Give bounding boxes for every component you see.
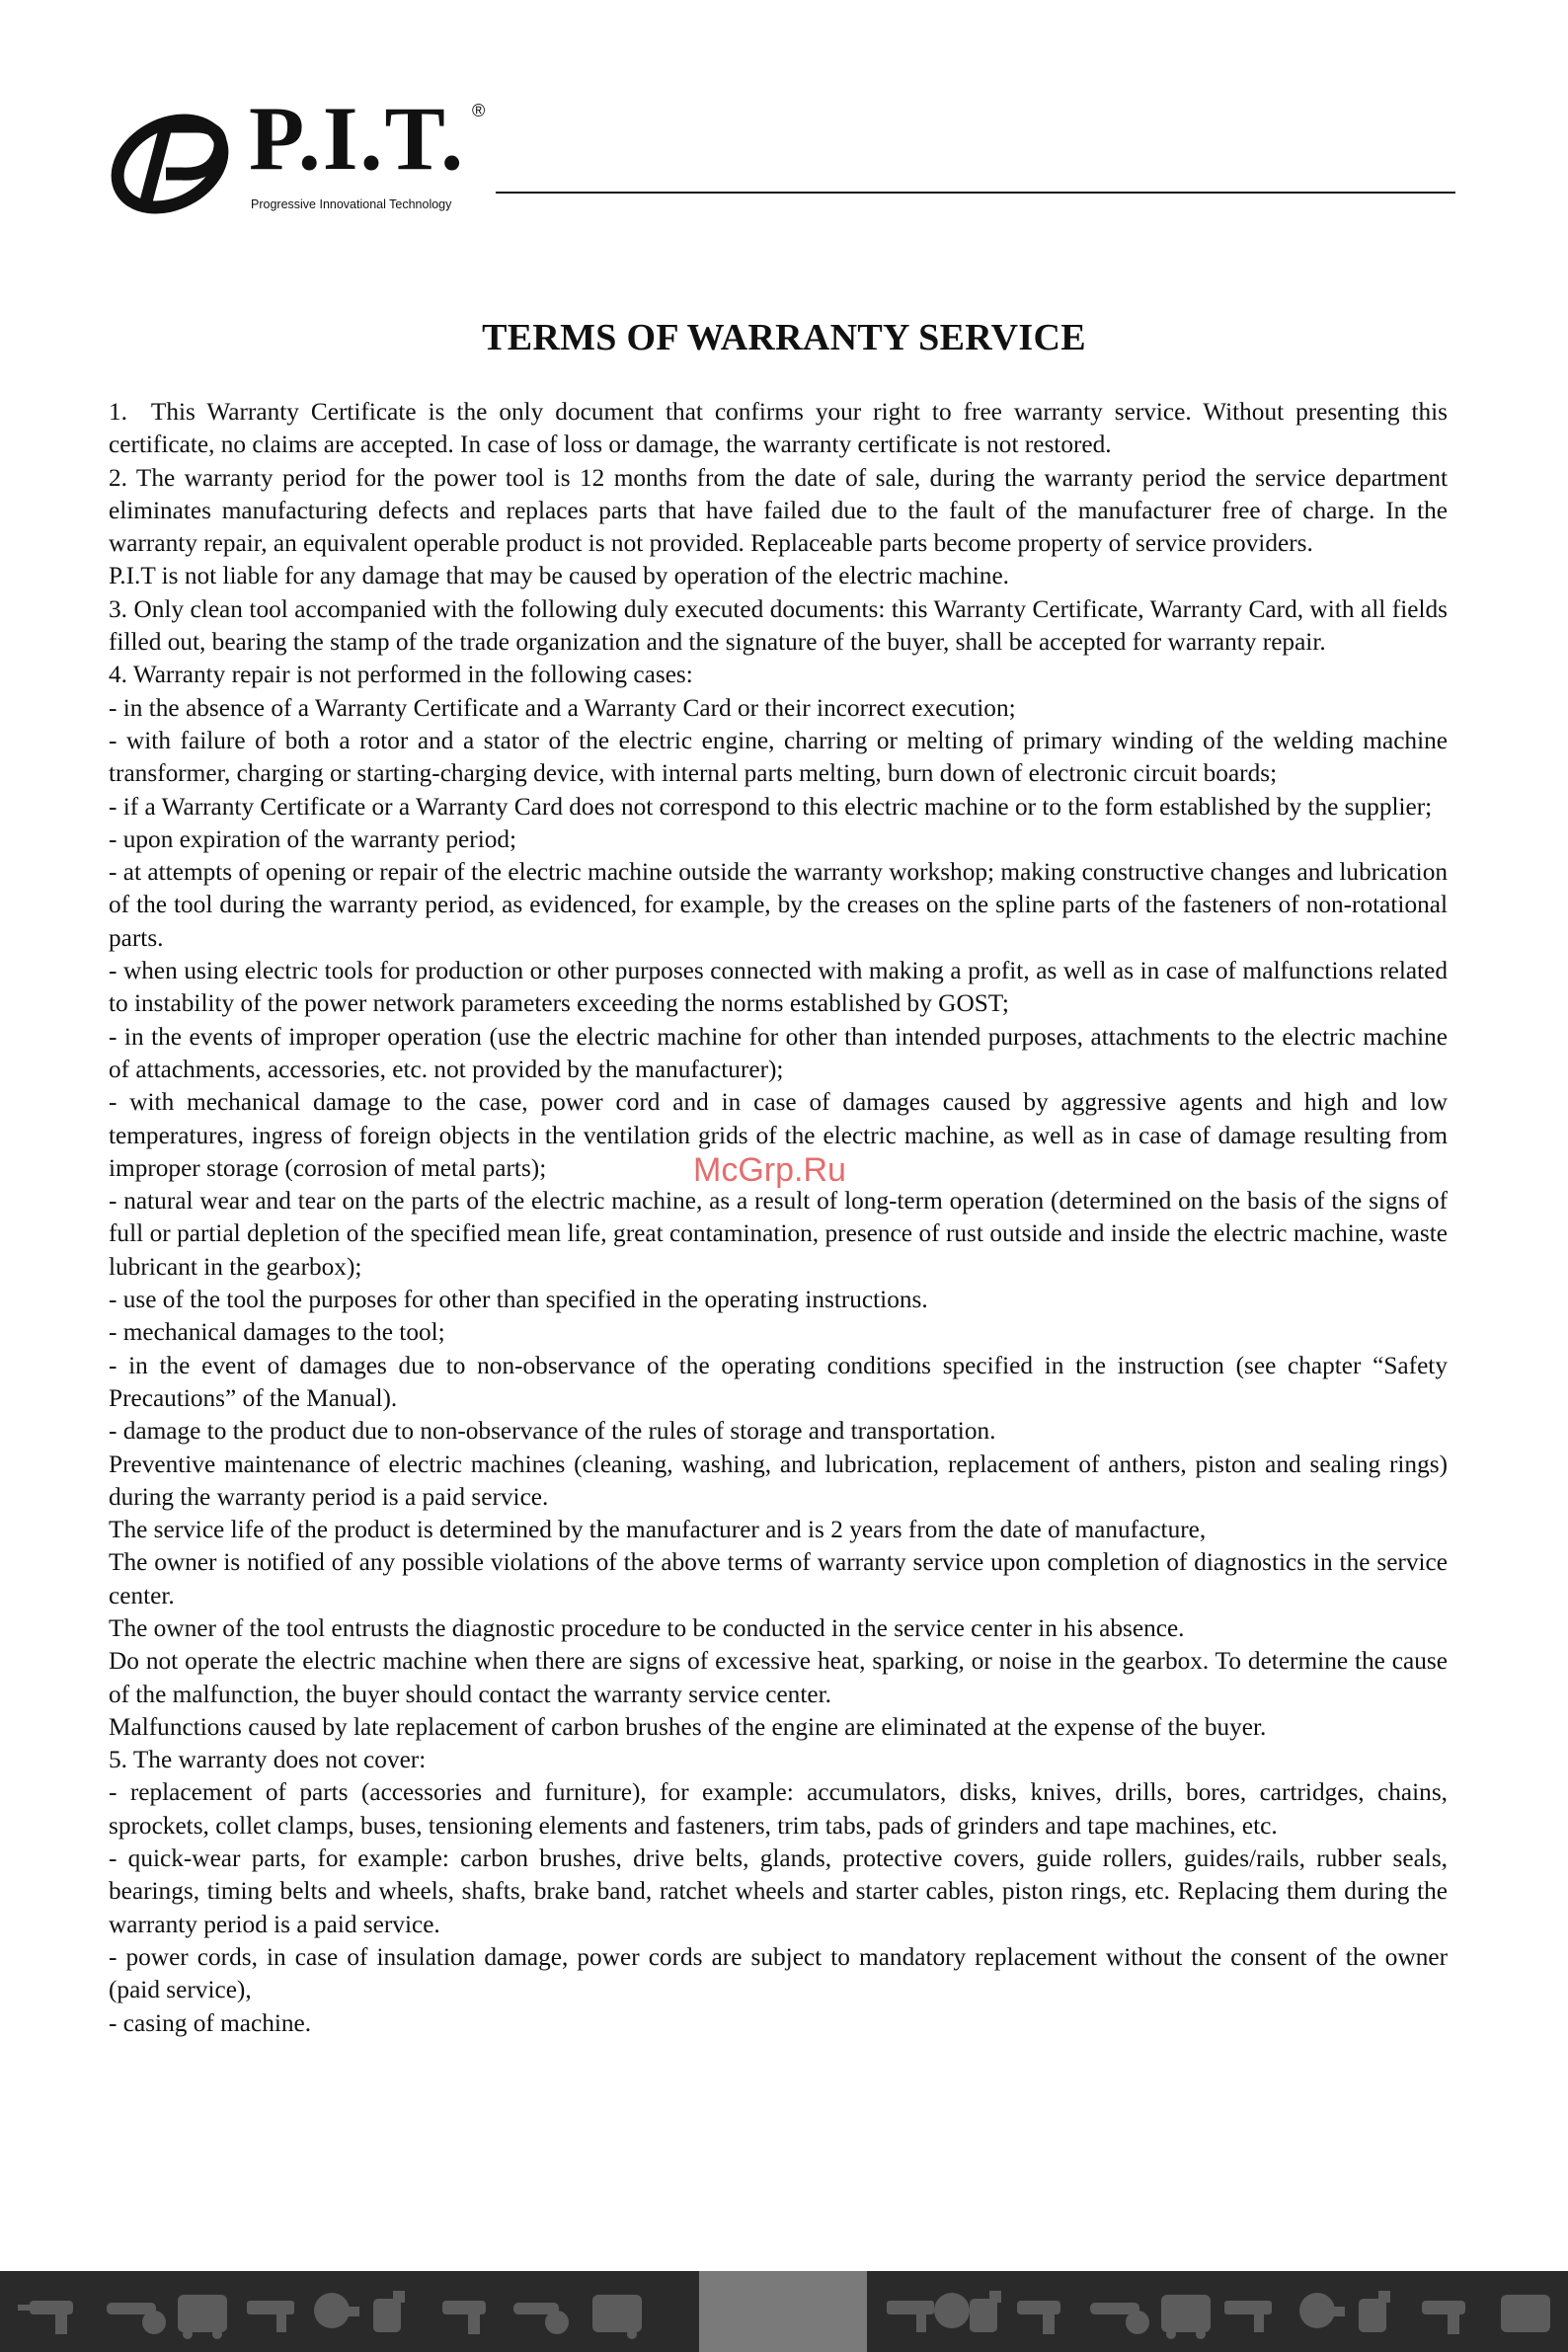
paragraph: - power cords, in case of insulation damage, power cords are subject to mandatory replacement without the consent of the owner (paid service), [109, 1942, 1448, 2004]
brand-name: P.I.T. [249, 88, 466, 189]
paragraph: - in the events of improper operation (use the electric machine for other than intended purposes, attachments to the electric machine of attachments, accessories, etc. not provided by the manufacturer); [109, 1022, 1448, 1083]
compressor-icon [1359, 2291, 1390, 2332]
paragraph: The owner is notified of any possible violations of the above terms of warranty service upon completion of diagnostics in the service center. [109, 1548, 1448, 1609]
paragraph: 4. Warranty repair is not performed in the following cases: [109, 661, 693, 689]
paragraph: - casing of machine. [109, 2008, 312, 2037]
page-title: TERMS OF WARRANTY SERVICE [482, 317, 1086, 358]
paragraph: - in the event of damages due to non-observance of the operating conditions specified in the instruction (see chapter “Safety Precautions” of the Manual). [109, 1351, 1448, 1412]
paragraph: The owner of the tool entrusts the diagnostic procedure to be conducted in the service center in his absence. [109, 1613, 1185, 1642]
drill-icon [442, 2301, 486, 2334]
paragraph: 5. The warranty does not cover: [109, 1746, 427, 1774]
drill-icon [1017, 2301, 1060, 2334]
paragraph: 3. Only clean tool accompanied with the following duly executed documents: this Warranty Certificate, Warranty Card, with all fields filled out, bearing the stamp of the trade organization and the signature of the buyer, shall be accepted for warranty repair. [109, 594, 1448, 657]
paragraph: - upon expiration of the warranty period; [109, 824, 517, 853]
hammer-drill-icon [1224, 2301, 1272, 2332]
paragraph: - when using electric tools for production or other purposes connected with making a profit, as well as in case of malfunctions related to instability of the power network parameters exceeding the norms established by GOST; [109, 957, 1448, 1018]
brand-header [109, 88, 1455, 215]
paragraph: - replacement of parts (accessories and furniture), for example: accumulators, disks, knives, drills, bores, cartridges, chains, sprockets, collet clamps, buses, tensioning elements and fasteners, trim tabs, pads of grinders and tape machines, etc. [109, 1778, 1448, 1840]
grinder-icon [513, 2303, 569, 2334]
warranty-terms-body [109, 396, 1448, 2040]
paragraph: - natural wear and tear on the parts of the electric machine, as a result of long-term operation (determined on the basis of the signs of full or partial depletion of the specified mean life, great contamination, presence of rust outside and inside the electric machine, waste lubricant in the gearbox); [109, 1187, 1448, 1281]
paragraph: - damage to the product due to non-observance of the rules of storage and transportation. [109, 1417, 996, 1446]
header-divider [496, 192, 1455, 194]
grinder-icon [107, 2303, 166, 2334]
paragraph: P.I.T is not liable for any damage that may be caused by operation of the electric machine. [109, 562, 1010, 590]
pit-logo-icon [109, 107, 247, 215]
paragraph: - with failure of both a rotor and a stator of the electric engine, charring or melting of primary winding of the welding machine transformer, charging or starting-charging device, with internal parts melting, burn down of electronic circuit boards; [109, 726, 1448, 788]
paragraph: 2. The warranty period for the power tool is 12 months from the date of sale, during the warranty period the service department eliminates manufacturing defects and replaces parts that have failed due to the fault of the manufacturer free of charge. In the warranty repair, an equivalent operable product is not provided. Replaceable parts become property of service providers. [109, 463, 1448, 558]
paragraph: - quick-wear parts, for example: carbon brushes, drive belts, glands, protective covers, guide rollers, guides/rails, rubber seals, bearings, timing belts and wheels, shafts, brake band, ratchet wheels and starter cables, piston rings, etc. Replacing them during the warranty period is a paid service. [109, 1844, 1448, 1938]
generator-icon [1161, 2295, 1211, 2339]
paragraph: 1. This Warranty Certificate is the only document that confirms your right to free warranty service. Without presenting this certificate, no claims are accepted. In case of loss or damage, the warranty certificate is not restored. [109, 398, 1448, 459]
grinder-icon [1090, 2303, 1149, 2334]
paragraph: - with mechanical damage to the case, power cord and in case of damages caused by aggressive agents and high and low temperatures, ingress of foreign objects in the ventilation grids of the electric machine, as well as in case of damage resulting from improper storage (corrosion of metal parts); [109, 1088, 1448, 1182]
footer-tool-icons [0, 2271, 1568, 2352]
footer-tool-strip [0, 2271, 1568, 2352]
drill-icon [1422, 2301, 1465, 2334]
generator-icon [1501, 2295, 1550, 2332]
compressor-icon [970, 2291, 1001, 2332]
generator-icon [592, 2295, 642, 2339]
mixer-icon [314, 2293, 359, 2328]
registered-mark: ® [472, 101, 486, 120]
watermark: McGrp.Ru [693, 1151, 846, 1189]
paragraph: Malfunctions caused by late replacement of carbon brushes of the engine are eliminated at the expense of the buyer. [109, 1712, 1267, 1741]
paragraph: - use of the tool the purposes for other than specified in the operating instructions. [109, 1286, 928, 1314]
brand-tagline: Progressive Innovational Technology [251, 197, 452, 211]
hammer-drill-icon [247, 2301, 294, 2332]
generator-icon [178, 2295, 227, 2339]
hammer-drill-icon [887, 2301, 934, 2332]
paragraph: - in the absence of a Warranty Certificate and a Warranty Card or their incorrect execution; [109, 693, 1016, 722]
mixer-icon [934, 2293, 970, 2328]
paragraph: Preventive maintenance of electric machines (cleaning, washing, and lubrication, replacement of anthers, piston and sealing rings) during the warranty period is a paid service. [109, 1450, 1448, 1511]
paragraph: - at attempts of opening or repair of the electric machine outside the warranty workshop; making constructive changes and lubrication of the tool during the warranty period, as evidenced, for example, by the creases on the spline parts of the fasteners of non-rotational parts. [109, 858, 1448, 952]
paragraph: The service life of the product is determined by the manufacturer and is 2 years from the date of manufacture, [109, 1516, 1207, 1544]
paragraph: - if a Warranty Certificate or a Warranty Card does not correspond to this electric machine or to the form established by the supplier; [109, 792, 1433, 821]
compressor-icon [373, 2291, 405, 2332]
mixer-icon [1299, 2293, 1345, 2328]
drill-icon [18, 2301, 73, 2334]
paragraph: Do not operate the electric machine when there are signs of excessive heat, sparking, or noise in the gearbox. To determine the cause of the malfunction, the buyer should contact the warranty service center. [109, 1647, 1448, 1708]
paragraph: - mechanical damages to the tool; [109, 1318, 445, 1347]
